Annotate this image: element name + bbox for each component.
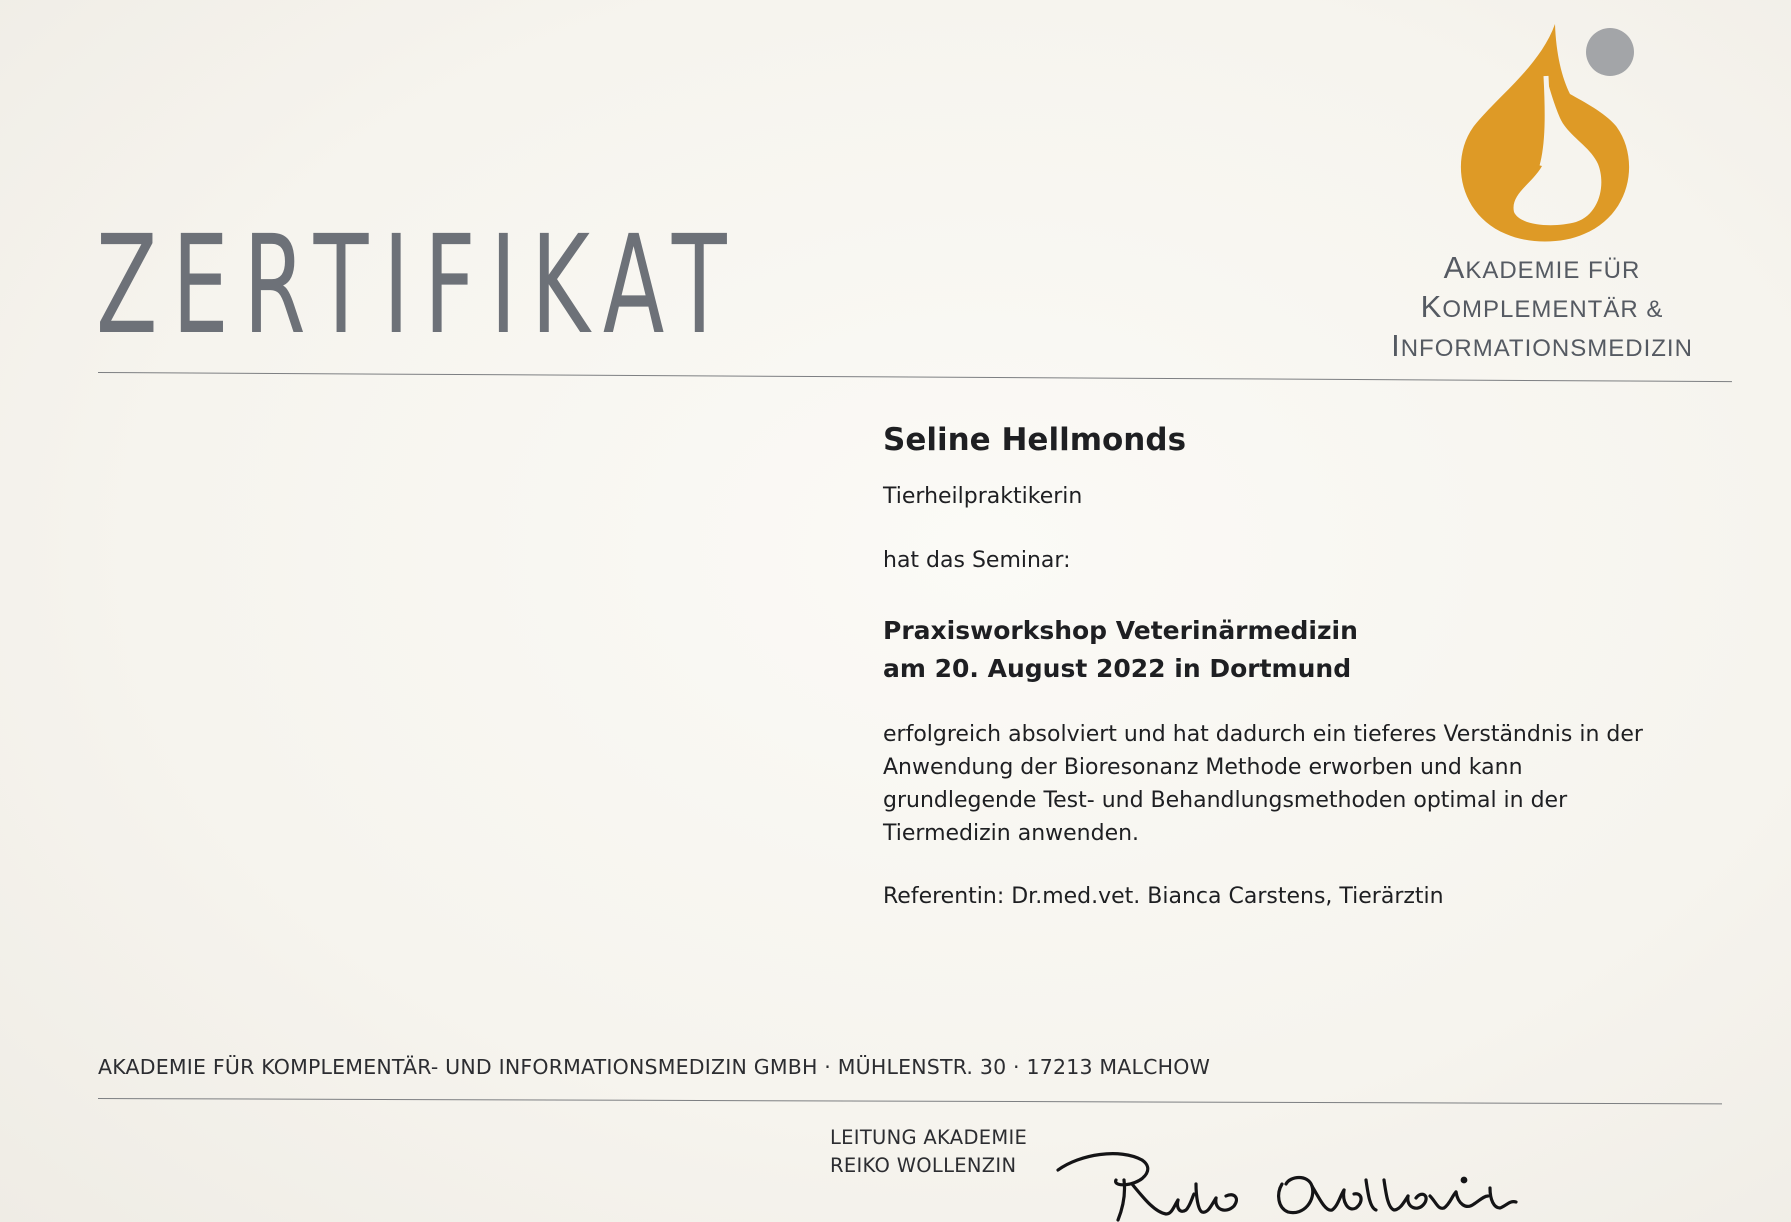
certificate-title: ZERTIFIKAT xyxy=(96,207,742,365)
footer-address: AKADEMIE FÜR KOMPLEMENTÄR- UND INFORMATIONSMEDIZIN GMBH · MÜHLENSTR. 30 · 17213 MALCHOW xyxy=(98,1055,1211,1079)
recipient-name: Seline Hellmonds xyxy=(883,422,1187,458)
logo-line-1-initial: A xyxy=(1443,250,1466,285)
logo-line-2 xyxy=(1372,289,1712,328)
seminar-referent: Referentin: Dr.med.vet. Bianca Carstens, Tierärztin xyxy=(883,884,1444,909)
logo-line-2-rest: OMPLEMENTÄR & xyxy=(1442,296,1664,323)
seminar-description: erfolgreich absolviert und hat dadurch ein tieferes Verständnis in der Anwendung der Bioresonanz Methode erworben und kann grundlegende Test- und Behandlungsmethoden optimal in der Tiermedizin anwenden. xyxy=(883,722,1643,846)
logo-dot xyxy=(1586,28,1634,76)
academy-logo-icon xyxy=(1458,18,1638,248)
certificate-body xyxy=(883,420,1643,912)
academy-logo-text xyxy=(1372,250,1712,367)
logo-line-3-rest: NFORMATIONSMEDIZIN xyxy=(1400,335,1693,362)
header-divider xyxy=(98,372,1732,382)
signature-icon xyxy=(1050,1140,1520,1222)
leitung-label: LEITUNG AKADEMIE xyxy=(830,1126,1028,1149)
leitung-block xyxy=(830,1124,1027,1180)
seminar-intro: hat das Seminar: xyxy=(883,548,1071,573)
footer-divider xyxy=(98,1098,1722,1104)
logo-line-3 xyxy=(1372,328,1712,367)
recipient-profession: Tierheilpraktikerin xyxy=(883,484,1083,509)
logo-line-2-initial: K xyxy=(1420,289,1443,324)
leitung-name: REIKO WOLLENZIN xyxy=(830,1154,1017,1177)
logo-line-1 xyxy=(1372,250,1712,289)
seminar-date-place: am 20. August 2022 in Dortmund xyxy=(883,654,1352,683)
logo-line-1-rest: KADEMIE FÜR xyxy=(1465,257,1641,284)
seminar-heading xyxy=(883,612,1643,688)
logo-line-3-initial: I xyxy=(1391,328,1401,363)
seminar-title: Praxisworkshop Veterinärmedizin xyxy=(883,616,1358,645)
